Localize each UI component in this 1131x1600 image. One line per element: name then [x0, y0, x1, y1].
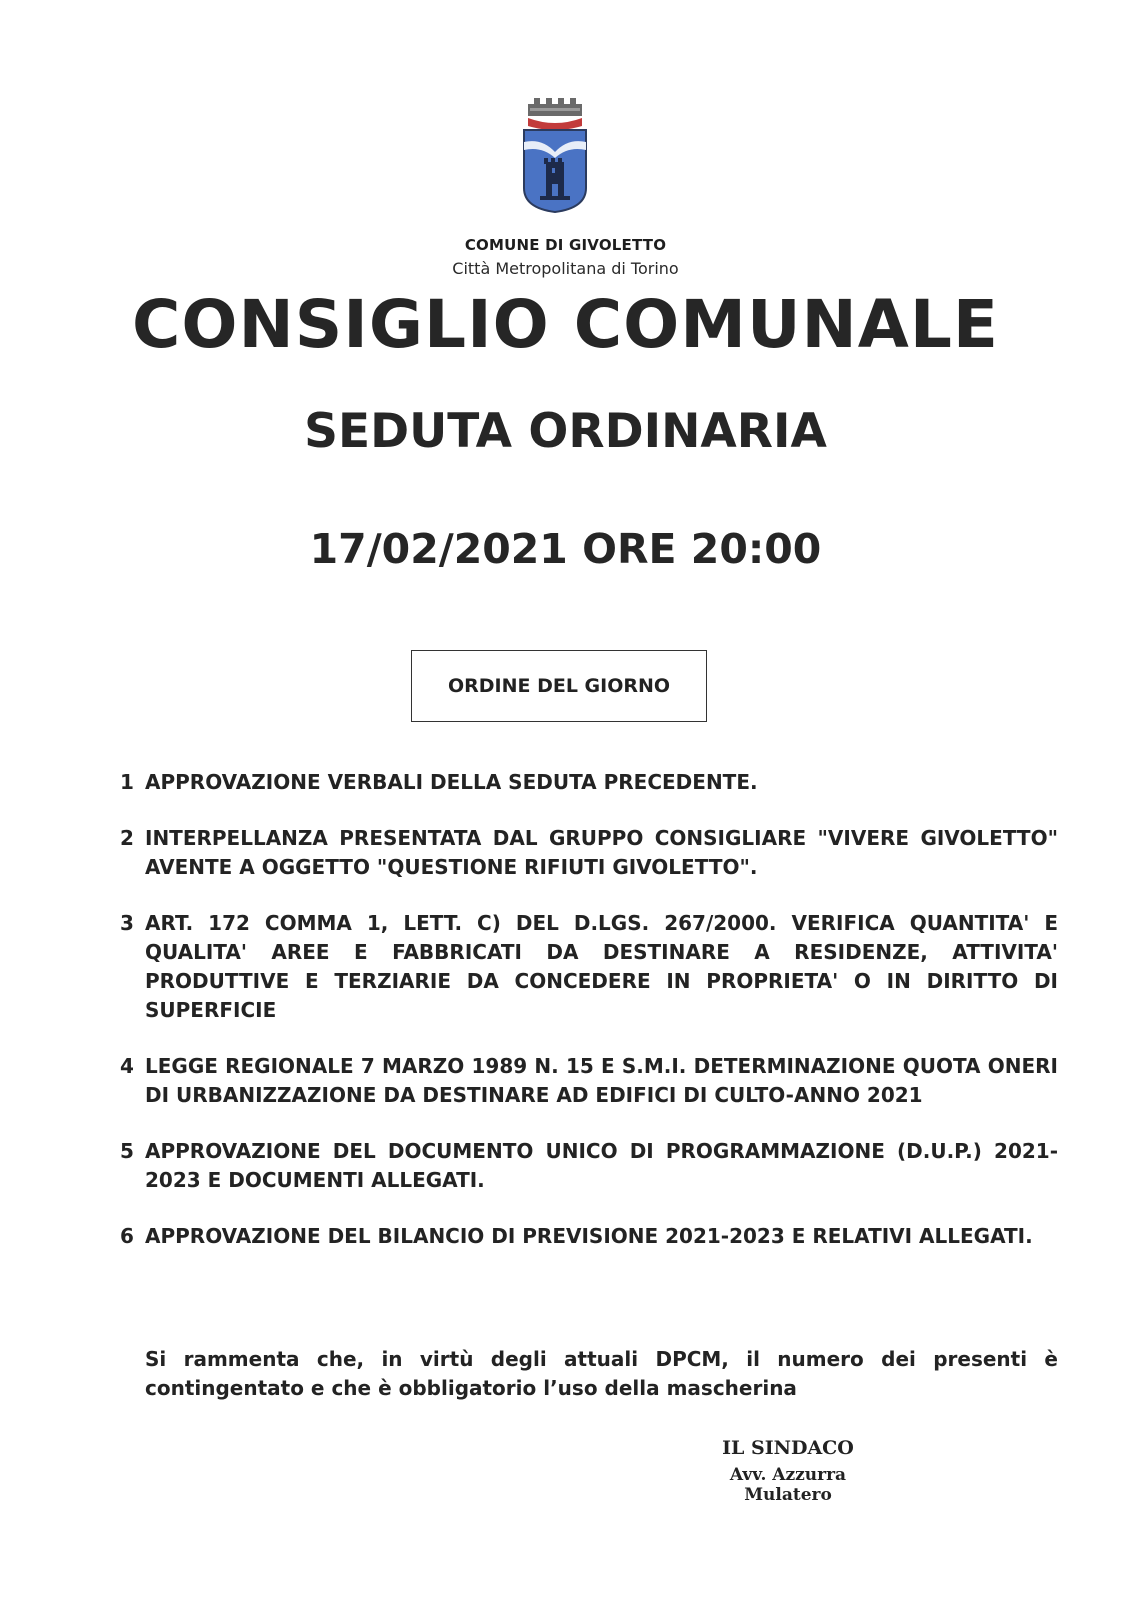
mask-notice: Si rammenta che, in virtù degli attuali DPCM, il numero dei presenti è contingentato e che è obbligatorio l’uso della mascherina: [145, 1347, 1058, 1400]
agenda-item: [120, 768, 1058, 797]
agenda-item: [120, 909, 1058, 1025]
agenda-item-text: INTERPELLANZA PRESENTATA DAL GRUPPO CONSIGLIARE "VIVERE GIVOLETTO" AVENTE A OGGETTO "QUESTIONE RIFIUTI GIVOLETTO".: [145, 826, 1058, 879]
agenda-item-text: APPROVAZIONE DEL DOCUMENTO UNICO DI PROGRAMMAZIONE (D.U.P.) 2021-2023 E DOCUMENTI ALLEGATI.: [145, 1139, 1058, 1192]
agenda-item-number: 4: [120, 1054, 134, 1078]
signature-title: IL SINDACO: [722, 1437, 854, 1459]
agenda-item-text: APPROVAZIONE VERBALI DELLA SEDUTA PRECEDENTE.: [145, 770, 758, 794]
agenda-list: [120, 768, 1058, 1251]
agenda-item-text: LEGGE REGIONALE 7 MARZO 1989 N. 15 E S.M.I. DETERMINAZIONE QUOTA ONERI DI URBANIZZAZIONE DA DESTINARE AD EDIFICI DI CULTO-ANNO 2021: [145, 1054, 1058, 1107]
ordine-del-giorno-label: ORDINE DEL GIORNO: [447, 675, 671, 697]
agenda-item: [120, 1052, 1058, 1110]
page-title: CONSIGLIO COMUNALE: [131, 286, 999, 363]
agenda-item-number: 2: [120, 826, 134, 850]
ordine-del-giorno-box: [411, 650, 707, 722]
agenda-item-number: 1: [120, 770, 134, 794]
session-datetime: 17/02/2021 ORE 20:00: [309, 525, 822, 573]
agenda-item-number: 6: [120, 1224, 134, 1248]
agenda-item-text: APPROVAZIONE DEL BILANCIO DI PREVISIONE 2021-2023 E RELATIVI ALLEGATI.: [145, 1224, 1033, 1248]
agenda-item: [120, 1137, 1058, 1195]
agenda-item-text: ART. 172 COMMA 1, LETT. C) DEL D.LGS. 267/2000. VERIFICA QUANTITA' E QUALITA' AREE E FABBRICATI DA DESTINARE A RESIDENZE, ATTIVITA' PRODUTTIVE E TERZIARIE DA CONCEDERE IN PROPRIETA' O IN DIRITTO DI SUPERFICIE: [145, 911, 1058, 1022]
session-type: SEDUTA ORDINARIA: [304, 404, 827, 459]
signature-name: Avv. Azzurra Mulatero: [729, 1465, 847, 1505]
agenda-item: [120, 1222, 1058, 1251]
agenda-item-number: 5: [120, 1139, 134, 1163]
coat-of-arms-icon: [522, 96, 588, 214]
agenda-item: [120, 824, 1058, 882]
agenda-item-number: 3: [120, 911, 134, 935]
comune-name: COMUNE DI GIVOLETTO: [464, 236, 667, 254]
citta-metropolitana: Città Metropolitana di Torino: [452, 259, 679, 278]
